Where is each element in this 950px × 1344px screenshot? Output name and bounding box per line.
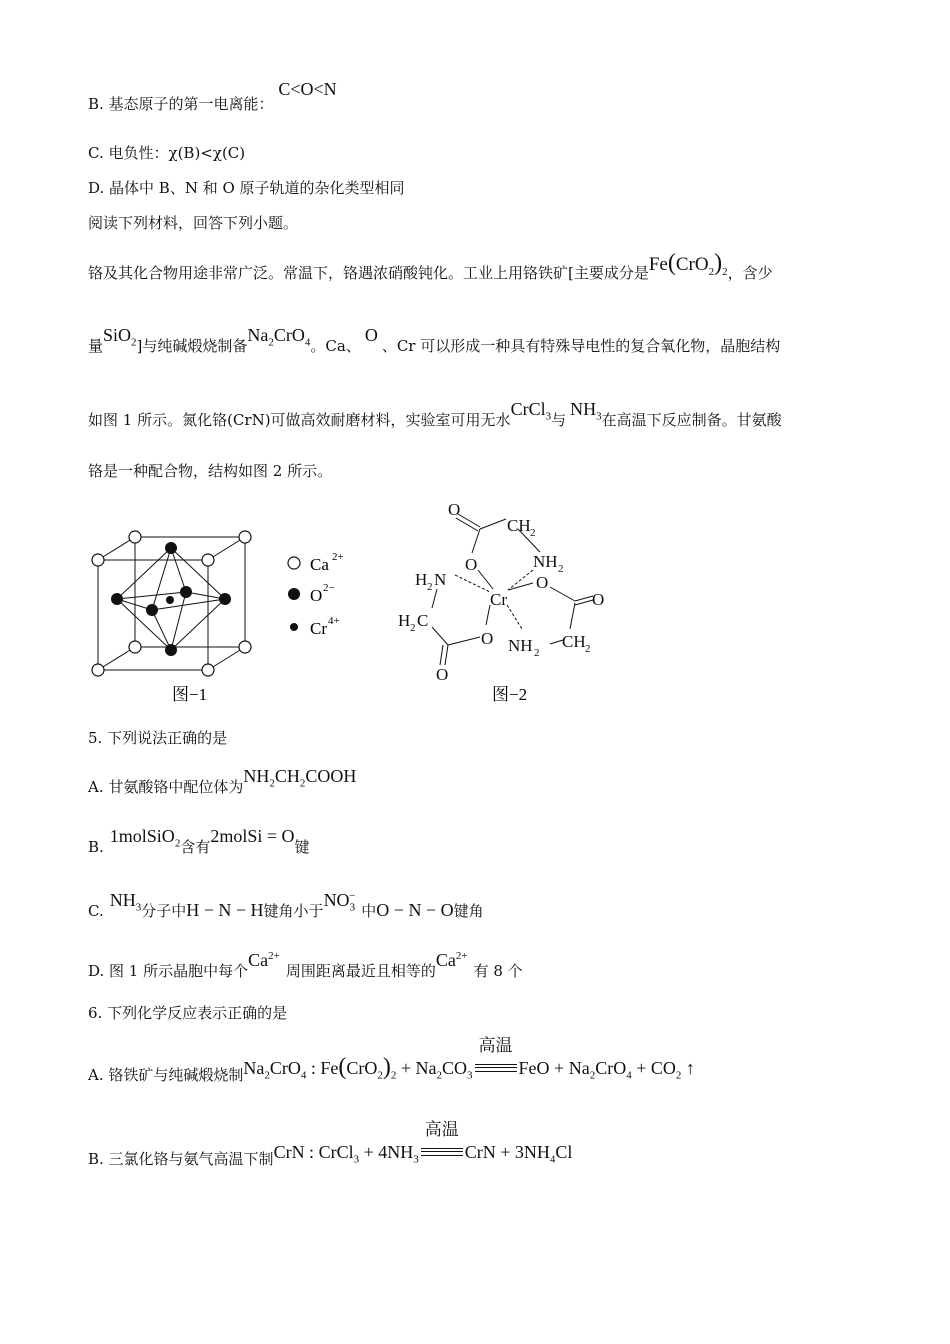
material-line-1	[88, 250, 773, 290]
text: 含有	[180, 838, 211, 856]
nh2-bottom: NH	[508, 636, 533, 655]
ch2-top: CH	[507, 516, 531, 535]
text: 与	[551, 411, 567, 429]
si-o-bond: 2molSi = O	[210, 826, 295, 846]
q6-option-a	[88, 1036, 695, 1092]
q5-option-d	[88, 950, 523, 981]
h2c-left-sub: 2	[410, 622, 416, 634]
ionization-order: C<O<N	[278, 79, 337, 99]
condition-b: 高温	[421, 1142, 463, 1162]
h2n-left-n: N	[434, 570, 447, 589]
legend-ca-charge: 2+	[332, 551, 344, 563]
h-n-h: H − N − H	[186, 900, 264, 920]
chromite-formula: $Fe(CrO_2)_2$	[648, 250, 728, 278]
nh2-top-sub: 2	[558, 563, 564, 575]
option-c: C. 电负性：χ(B)<χ(C)	[88, 144, 246, 162]
q5-option-a	[88, 766, 357, 804]
q5-option-c	[88, 890, 484, 928]
cr-center: Cr	[490, 590, 507, 609]
figure-1-caption: 图−1	[172, 685, 208, 704]
oxygen-symbol: O	[364, 325, 378, 345]
legend-o-charge: 2−	[323, 582, 335, 594]
text: B.	[88, 838, 104, 856]
text: 分子中	[141, 902, 187, 920]
na2cro4-formula: $Na_2CrO_4$	[247, 325, 311, 349]
legend-cr: Cr	[310, 619, 327, 638]
text: 如图 1 所示。氮化铬(CrN)可做高效耐磨材料，实验室可用无水	[88, 411, 511, 429]
text: A. 甘氨酸铬中配位体为	[88, 778, 244, 796]
o-n-o: O − N − O	[376, 900, 454, 920]
material-line-3	[88, 399, 782, 437]
equation-b: CrN : CrCl$_3$ + $4NH_3$ 高温 CrN + $3NH_4Cl$	[273, 1120, 573, 1166]
option-b-text: B. 基态原子的第一电离能：	[88, 95, 274, 113]
ch2-right-sub: 2	[585, 643, 591, 655]
text: A. 铬铁矿与纯碱煅烧制	[88, 1066, 244, 1084]
option-b	[88, 79, 337, 114]
figure-1-crystal-cell	[80, 515, 370, 710]
material-line-4: 铬是一种配合物，结构如图 2 所示。	[88, 462, 333, 480]
glycine-formula: $NH_2CH_2COOH$	[243, 766, 357, 790]
option-d: D. 晶体中 B、N 和 O 原子轨道的杂化类型相同	[88, 179, 405, 197]
h2c-left-h: H	[398, 611, 411, 630]
o-top: O	[448, 500, 461, 519]
nh2-top: NH	[533, 552, 558, 571]
q6-option-b	[88, 1120, 573, 1176]
ca-ion-1: $Ca^{2+}$	[248, 950, 280, 970]
text: 、Cr 可以形成一种具有特殊导电性的复合氧化物，晶胞结构	[381, 337, 781, 355]
legend-ca: Ca	[310, 555, 329, 574]
ca-ion-2: $Ca^{2+}$	[435, 950, 468, 970]
figure-2-complex	[390, 495, 620, 710]
text: 在高温下反应制备。甘氨酸	[601, 411, 782, 429]
figure-1-legend	[288, 551, 344, 638]
nh3-molecule: $NH_3$	[109, 890, 142, 914]
text: 量	[88, 337, 104, 355]
text: C.	[88, 902, 104, 920]
text: 键角	[453, 902, 484, 920]
text: B. 三氯化铬与氨气高温下制	[88, 1150, 274, 1168]
h2c-left-c: C	[417, 611, 429, 630]
o-right: O	[592, 590, 605, 609]
sio2-formula: SiO$_2$	[103, 325, 137, 349]
text: 有 8 个	[473, 962, 523, 980]
o-right-ring: O	[536, 573, 549, 592]
nitrate-ion: $NO_3^-$	[323, 890, 356, 914]
text: 周围距离最近且相等的	[285, 962, 436, 980]
crcl3-formula: CrCl$_3$	[510, 399, 552, 423]
text: 中	[361, 902, 377, 920]
h2n-left-sub: 2	[427, 581, 433, 593]
material-line-2	[88, 325, 781, 363]
h2n-left-h: H	[415, 570, 428, 589]
text: ]与纯碱煅烧制备	[136, 337, 248, 355]
text: ，含少	[727, 264, 773, 282]
text: 键	[294, 838, 310, 856]
ch2-top-sub: 2	[530, 527, 536, 539]
legend-o: O	[310, 586, 323, 605]
o-upper-ring: O	[465, 555, 478, 574]
q5-option-b	[88, 826, 310, 864]
text: D. 图 1 所示晶胞中每个	[88, 962, 249, 980]
o-bottom: O	[436, 665, 449, 684]
ch2-right: CH	[562, 632, 586, 651]
nh3-formula: $NH_3$	[570, 399, 602, 423]
sio2-mol: 1molSiO$_2$	[109, 826, 181, 850]
text: 铬及其化合物用途非常广泛。常温下，铬遇浓硝酸钝化。工业上用铬铁矿[主要成分是	[88, 264, 649, 282]
q6-stem: 6. 下列化学反应表示正确的是	[88, 1004, 288, 1022]
text: 键角小于	[263, 902, 324, 920]
text: 。Ca、	[310, 337, 361, 355]
condition-a: 高温	[475, 1058, 517, 1078]
o-lower-ring: O	[481, 629, 494, 648]
figure-2-caption: 图−2	[492, 685, 528, 704]
legend-cr-charge: 4+	[328, 615, 340, 627]
q5-stem: 5. 下列说法正确的是	[88, 729, 228, 747]
material-intro: 阅读下列材料，回答下列小题。	[88, 214, 299, 232]
nh2-bottom-sub: 2	[534, 647, 540, 659]
equation-a: $Na_2CrO_4$ : $Fe(CrO_2)_2 + Na_2CO_3$ 高温 FeO + $Na_2CrO_4 + CO_2$ ↑	[243, 1036, 695, 1082]
